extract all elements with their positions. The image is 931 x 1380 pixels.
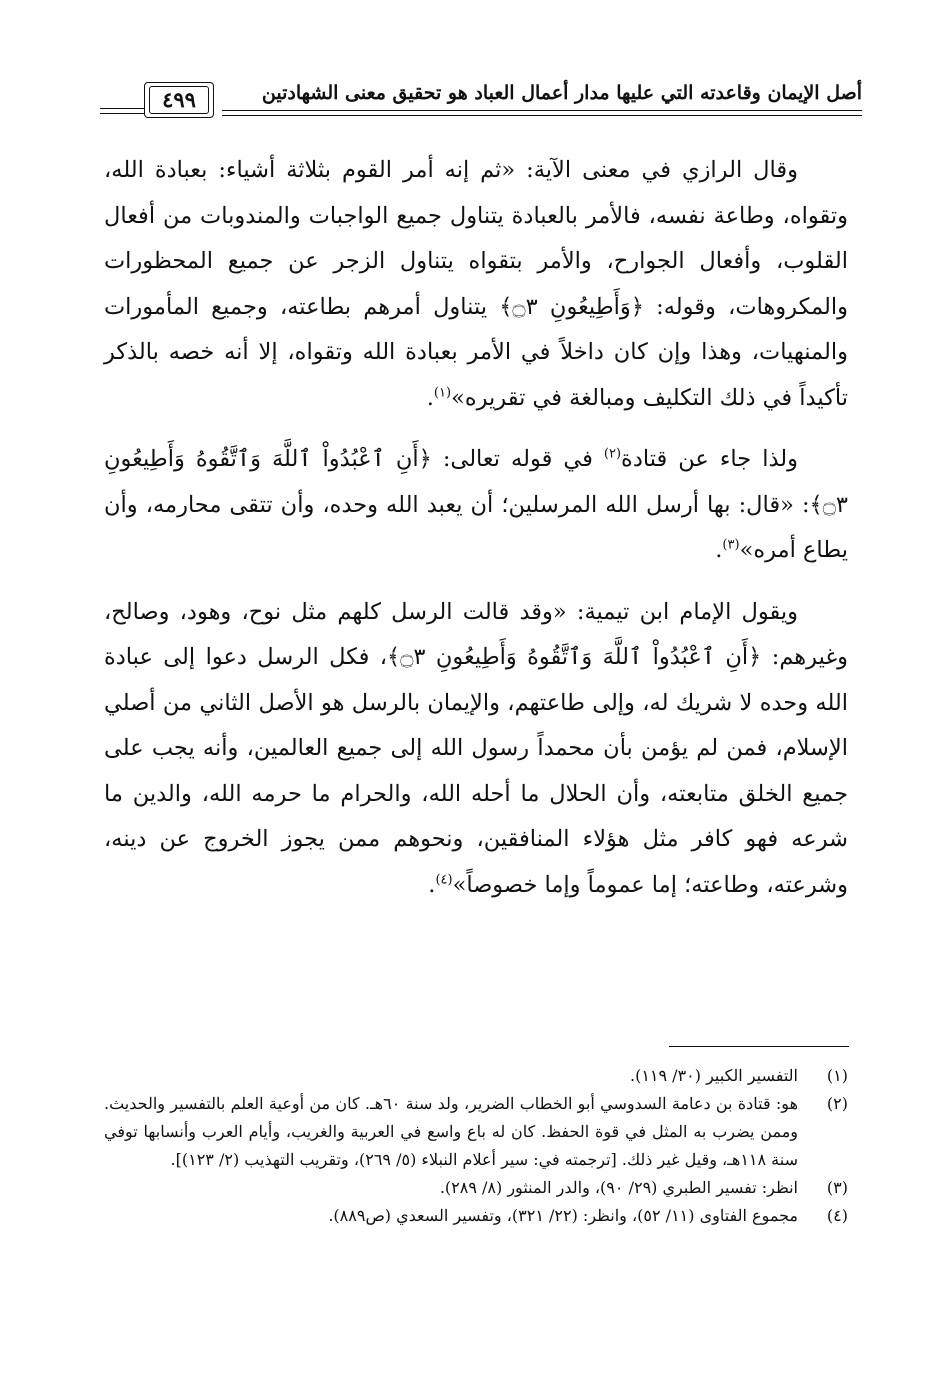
page-header: [100, 78, 862, 128]
paragraph-text: ويقول الإمام ابن تيمية: «وقد قالت الرسل كلهم مثل نوح، وهود، وصالح، وغيرهم: ﴿أَنِ ٱعْبُدُواْ ٱللَّهَ وَٱتَّقُوهُ وَأَطِيعُونِ ۝٣﴾، فكل الرسل دعوا إلى عبادة الله وحده لا شريك له، وإلى طاعتهم، والإيمان بالرسل هو الأصل الثاني من أصلي الإسلام، فمن لم يؤمن بأن محمداً رسول الله إلى جميع العالمين، وأنه يجب على جميع الخلق متابعته، وأن الحلال ما أحله الله، والحرام ما حرمه الله، والدين ما شرعه فهو كافر مثل هؤلاء المنافقين، ونحوهم ممن يجوز الخروج عن دينه، وشرعته، وطاعته؛ إما عموماً وإما خصوصاً»: [104, 598, 848, 898]
paragraph: [104, 590, 848, 909]
page-number-box: [144, 82, 214, 118]
footnote-number: (٣): [826, 1178, 848, 1197]
page-number: ٤٩٩: [162, 87, 196, 112]
footnote-text: مجموع الفتاوى (١١/ ٥٢)، وانظر: (٢٢/ ٣٢١)، وتفسير السعدي (ص٨٨٩).: [328, 1206, 798, 1225]
footnote-ref[interactable]: (٤): [435, 872, 453, 887]
footnote-ref[interactable]: (١): [433, 385, 452, 400]
footnote-number: (٤): [826, 1206, 848, 1225]
footnote-number: (٢): [826, 1094, 848, 1113]
footnote-ref[interactable]: (٣): [722, 537, 740, 553]
footnote-ref[interactable]: (٢): [603, 446, 622, 462]
footnote: [104, 1062, 848, 1090]
header-rule-left-top: [100, 108, 144, 109]
running-title: أصل الإيمان وقاعدته التي عليها مدار أعمال العباد هو تحقيق معنى الشهادتين: [261, 82, 862, 104]
paragraph-end: .: [426, 384, 434, 411]
footnotes: [104, 1062, 848, 1230]
paragraph-end: .: [715, 537, 723, 563]
header-rule-top: [222, 110, 862, 111]
paragraph-text: ولذا جاء عن قتادة: [621, 446, 798, 472]
paragraph: [104, 437, 848, 574]
paragraph-end: .: [428, 871, 436, 898]
footnote-separator: [669, 1046, 849, 1047]
main-text: [104, 148, 848, 924]
footnote: [104, 1174, 848, 1202]
header-rule-bottom: [222, 115, 862, 116]
footnote-text: هو: قتادة بن دعامة السدوسي أبو الخطاب الضرير، ولد سنة ٦٠هـ. كان من أوعية العلم بالتفسير والحديث. وممن يضرب به المثل في قوة الحفظ. كان له باع واسع في العربية والغريب، وأيام العرب وأنسابها توفي سنة ١١٨هـ، وقيل غير ذلك. [ترجمته في: سير أعلام النبلاء (٥/ ٢٦٩)، وتقريب التهذيب (٢/ ١٢٣)].: [104, 1094, 799, 1169]
paragraph-text: وقال الرازي في معنى الآية: «ثم إنه أمر القوم بثلاثة أشياء: بعبادة الله، وتقواه، وطاعة نفسه، فالأمر بالعبادة يتناول جميع الواجبات والمندوبات من أفعال القلوب، وأفعال الجوارح، والأمر بتقواه يتناول الزجر عن جميع المحظورات والمكروهات، وقوله: ﴿وَأَطِيعُونِ ۝٣﴾ يتناول أمرهم بطاعته، وجميع المأمورات والمنهيات، وهذا وإن كان داخلاً في الأمر بعبادة الله وتقواه، إلا أنه خصه بالذكر تأكيداً في ذلك التكليف ومبالغة في تقريره»: [104, 157, 848, 411]
header-rule-left-bottom: [100, 113, 144, 114]
paragraph-text: في قوله تعالى: ﴿أَنِ ٱعْبُدُواْ ٱللَّهَ وَٱتَّقُوهُ وَأَطِيعُونِ ۝٣﴾: «قال: بها أرسل الله المرسلين؛ أن يعبد الله وحده، وأن تتقى محارمه، وأن يطاع أمره»: [104, 446, 848, 563]
footnote: [104, 1090, 848, 1174]
paragraph: [104, 148, 848, 421]
footnote-number: (١): [826, 1066, 848, 1085]
footnote: [104, 1202, 848, 1230]
footnote-text: التفسير الكبير (٣٠/ ١١٩).: [629, 1066, 798, 1085]
footnote-text: انظر: تفسير الطبري (٢٩/ ٩٠)، والدر المنثور (٨/ ٢٨٩).: [439, 1178, 798, 1197]
